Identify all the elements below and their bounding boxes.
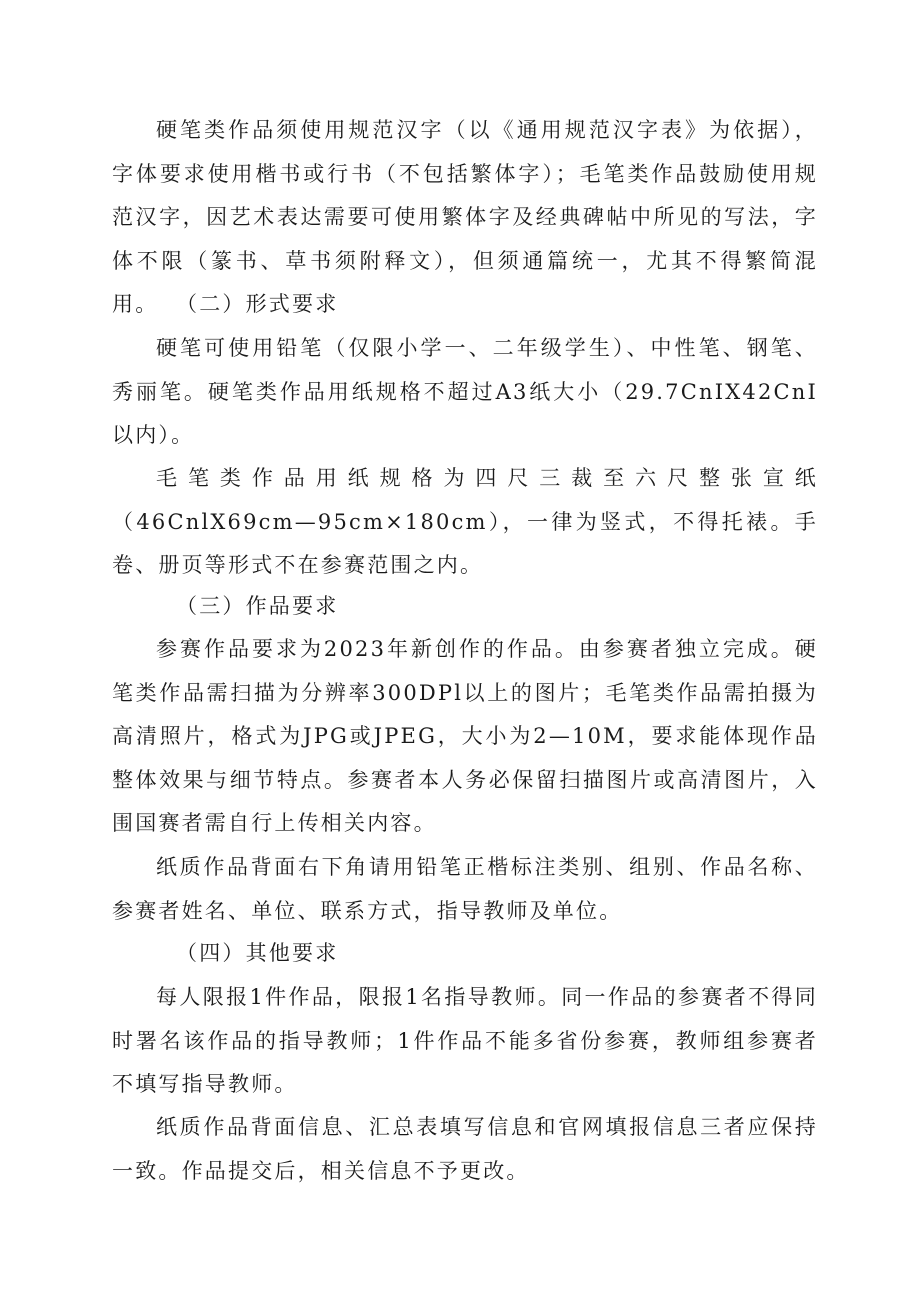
paragraph-info-consistency: 纸质作品背面信息、汇总表填写信息和官网填报信息三者应保持一致。作品提交后，相关信息不予更改。 — [112, 1115, 818, 1183]
section-heading-other-requirements: （四）其他要求 — [176, 941, 339, 965]
paragraph-hard-pen-format: 硬笔可使用铅笔（仅限小学一、二年级学生）、中性笔、钢笔、秀丽笔。硬笔类作品用纸规格不超过A3纸大小（29.7CnIX42CnI以内）。 — [112, 336, 818, 447]
paragraph-work-requirements: 参赛作品要求为2023年新创作的作品。由参赛者独立完成。硬笔类作品需扫描为分辨率300DPl以上的图片；毛笔类作品需拍摄为高清照片，格式为JPG或JPEG，大小为2—10M，要求能体现作品整体效果与细节特点。参赛者本人务必保留扫描图片或高清图片，入围国赛者需自行上传相关内容。 — [112, 637, 818, 835]
paragraph-back-labeling: 纸质作品背面右下角请用铅笔正楷标注类别、组别、作品名称、参赛者姓名、单位、联系方式，指导教师及单位。 — [112, 855, 818, 923]
section-heading-format-requirements: （二）形式要求 — [176, 292, 339, 316]
paragraph-font-requirements: 硬笔类作品须使用规范汉字（以《通用规范汉字表》为依据），字体要求使用楷书或行书（不包括繁体字）；毛笔类作品鼓励使用规范汉字，因艺术表达需要可使用繁体字及经典碑帖中所见的写法，字体不限（篆书、草书须附释文），但须通篇统一，尤其不得繁简混用。 — [112, 118, 818, 316]
paragraph-brush-format: 毛笔类作品用纸规格为四尺三裁至六尺整张宣纸（46CnlX69cm—95cm×180cm），一律为竖式，不得托裱。手卷、册页等形式不在参赛范围之内。 — [112, 466, 818, 577]
paragraph-entry-limits: 每人限报1件作品，限报1名指导教师。同一作品的参赛者不得同时署名该作品的指导教师；1件作品不能多省份参赛，教师组参赛者不填写指导教师。 — [112, 985, 818, 1096]
section-heading-work-requirements: （三）作品要求 — [176, 594, 339, 618]
